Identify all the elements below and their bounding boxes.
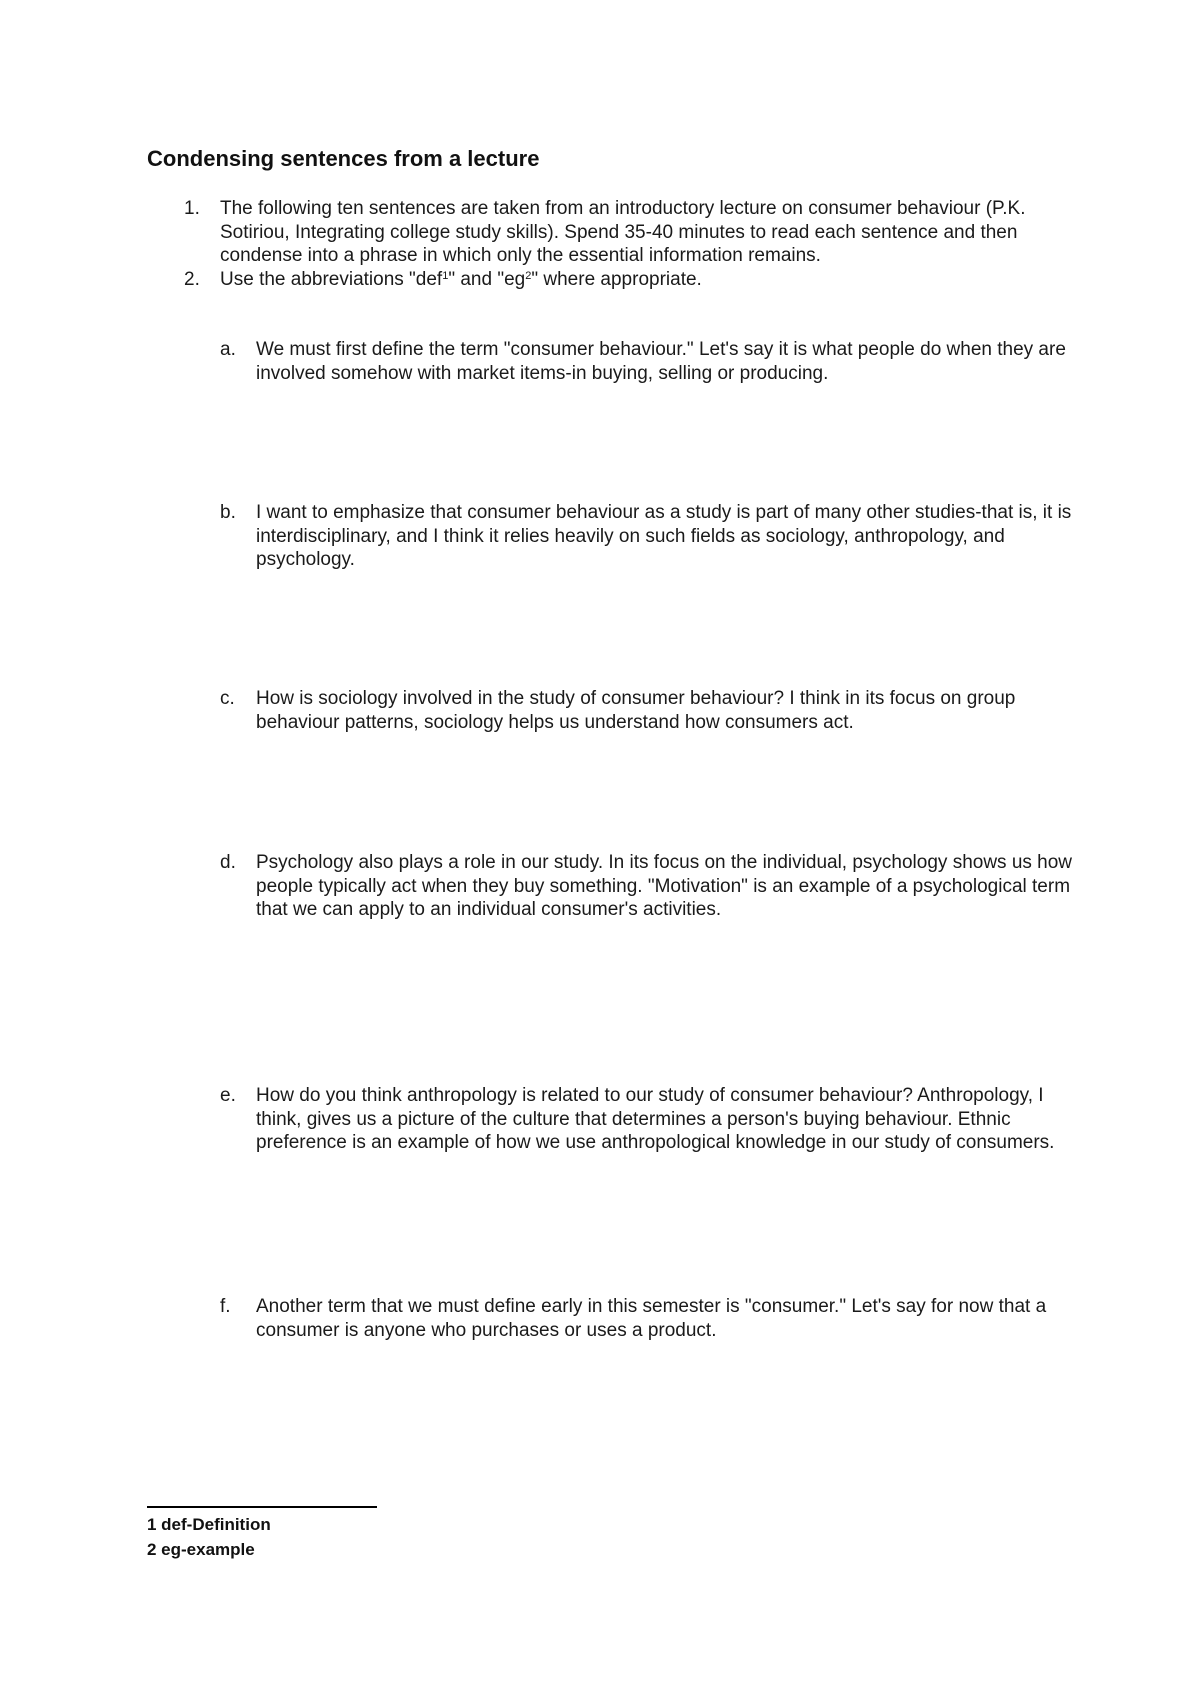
instruction-item	[184, 197, 1080, 268]
footnote: 1 def-Definition	[147, 1515, 271, 1534]
question-letter: d.	[220, 852, 236, 873]
page-title: Condensing sentences from a lecture	[147, 146, 540, 171]
question-text: Psychology also plays a role in our study. In its focus on the individual, psychology shows us how people typically act when they buy something. "Motivation" is an example of a psychological term that we can apply to an individual consumer's activities.	[256, 852, 1073, 920]
question-letter: f.	[220, 1296, 231, 1317]
question-text: How is sociology involved in the study of consumer behaviour? I think in its focus on group behaviour patterns, sociology helps us understand how consumers act.	[256, 688, 1016, 733]
question-letter: b.	[220, 502, 236, 523]
question-text: Another term that we must define early in this semester is "consumer." Let's say for now that a consumer is anyone who purchases or uses a product.	[256, 1296, 1047, 1341]
footnote-divider	[147, 1506, 377, 1508]
question-letter: c.	[220, 688, 235, 709]
footnote: 2 eg-example	[147, 1540, 255, 1559]
instruction-text: " where appropriate.	[531, 269, 702, 290]
question-text: We must first define the term "consumer behaviour." Let's say it is what people do when they are involved somehow with market items-in buying, selling or producing.	[256, 339, 1066, 384]
question-item	[220, 338, 1086, 385]
question-item	[220, 1295, 1086, 1342]
footnote-ref: 2	[525, 270, 532, 282]
question-text: I want to emphasize that consumer behaviour as a study is part of many other studies-that is, it is interdisciplinary, and I think it relies heavily on such fields as sociology, anthropology, and psychology.	[256, 502, 1072, 570]
instruction-text: " and "eg	[448, 269, 526, 290]
question-letter: a.	[220, 339, 236, 360]
question-item	[220, 1084, 1086, 1155]
instruction-number: 2.	[184, 269, 200, 290]
instruction-text: The following ten sentences are taken from an introductory lecture on consumer behaviour (P.K. Sotiriou, Integrating college study skills). Spend 35-40 minutes to read each sentence and then condense into a phrase in which only the essential information remains.	[220, 198, 1026, 266]
question-letter: e.	[220, 1085, 236, 1106]
question-item	[220, 501, 1086, 572]
instruction-item	[184, 268, 1080, 292]
instruction-number: 1.	[184, 198, 200, 219]
question-text: How do you think anthropology is related to our study of consumer behaviour? Anthropology, I think, gives us a picture of the culture that determines a person's buying behaviour. Ethnic preference is an example of how we use anthropological knowledge in our study of consumers.	[256, 1085, 1055, 1153]
footnote-ref: 1	[442, 270, 449, 282]
instruction-text: Use the abbreviations "def	[220, 269, 443, 290]
question-item	[220, 851, 1086, 922]
question-item	[220, 687, 1086, 734]
